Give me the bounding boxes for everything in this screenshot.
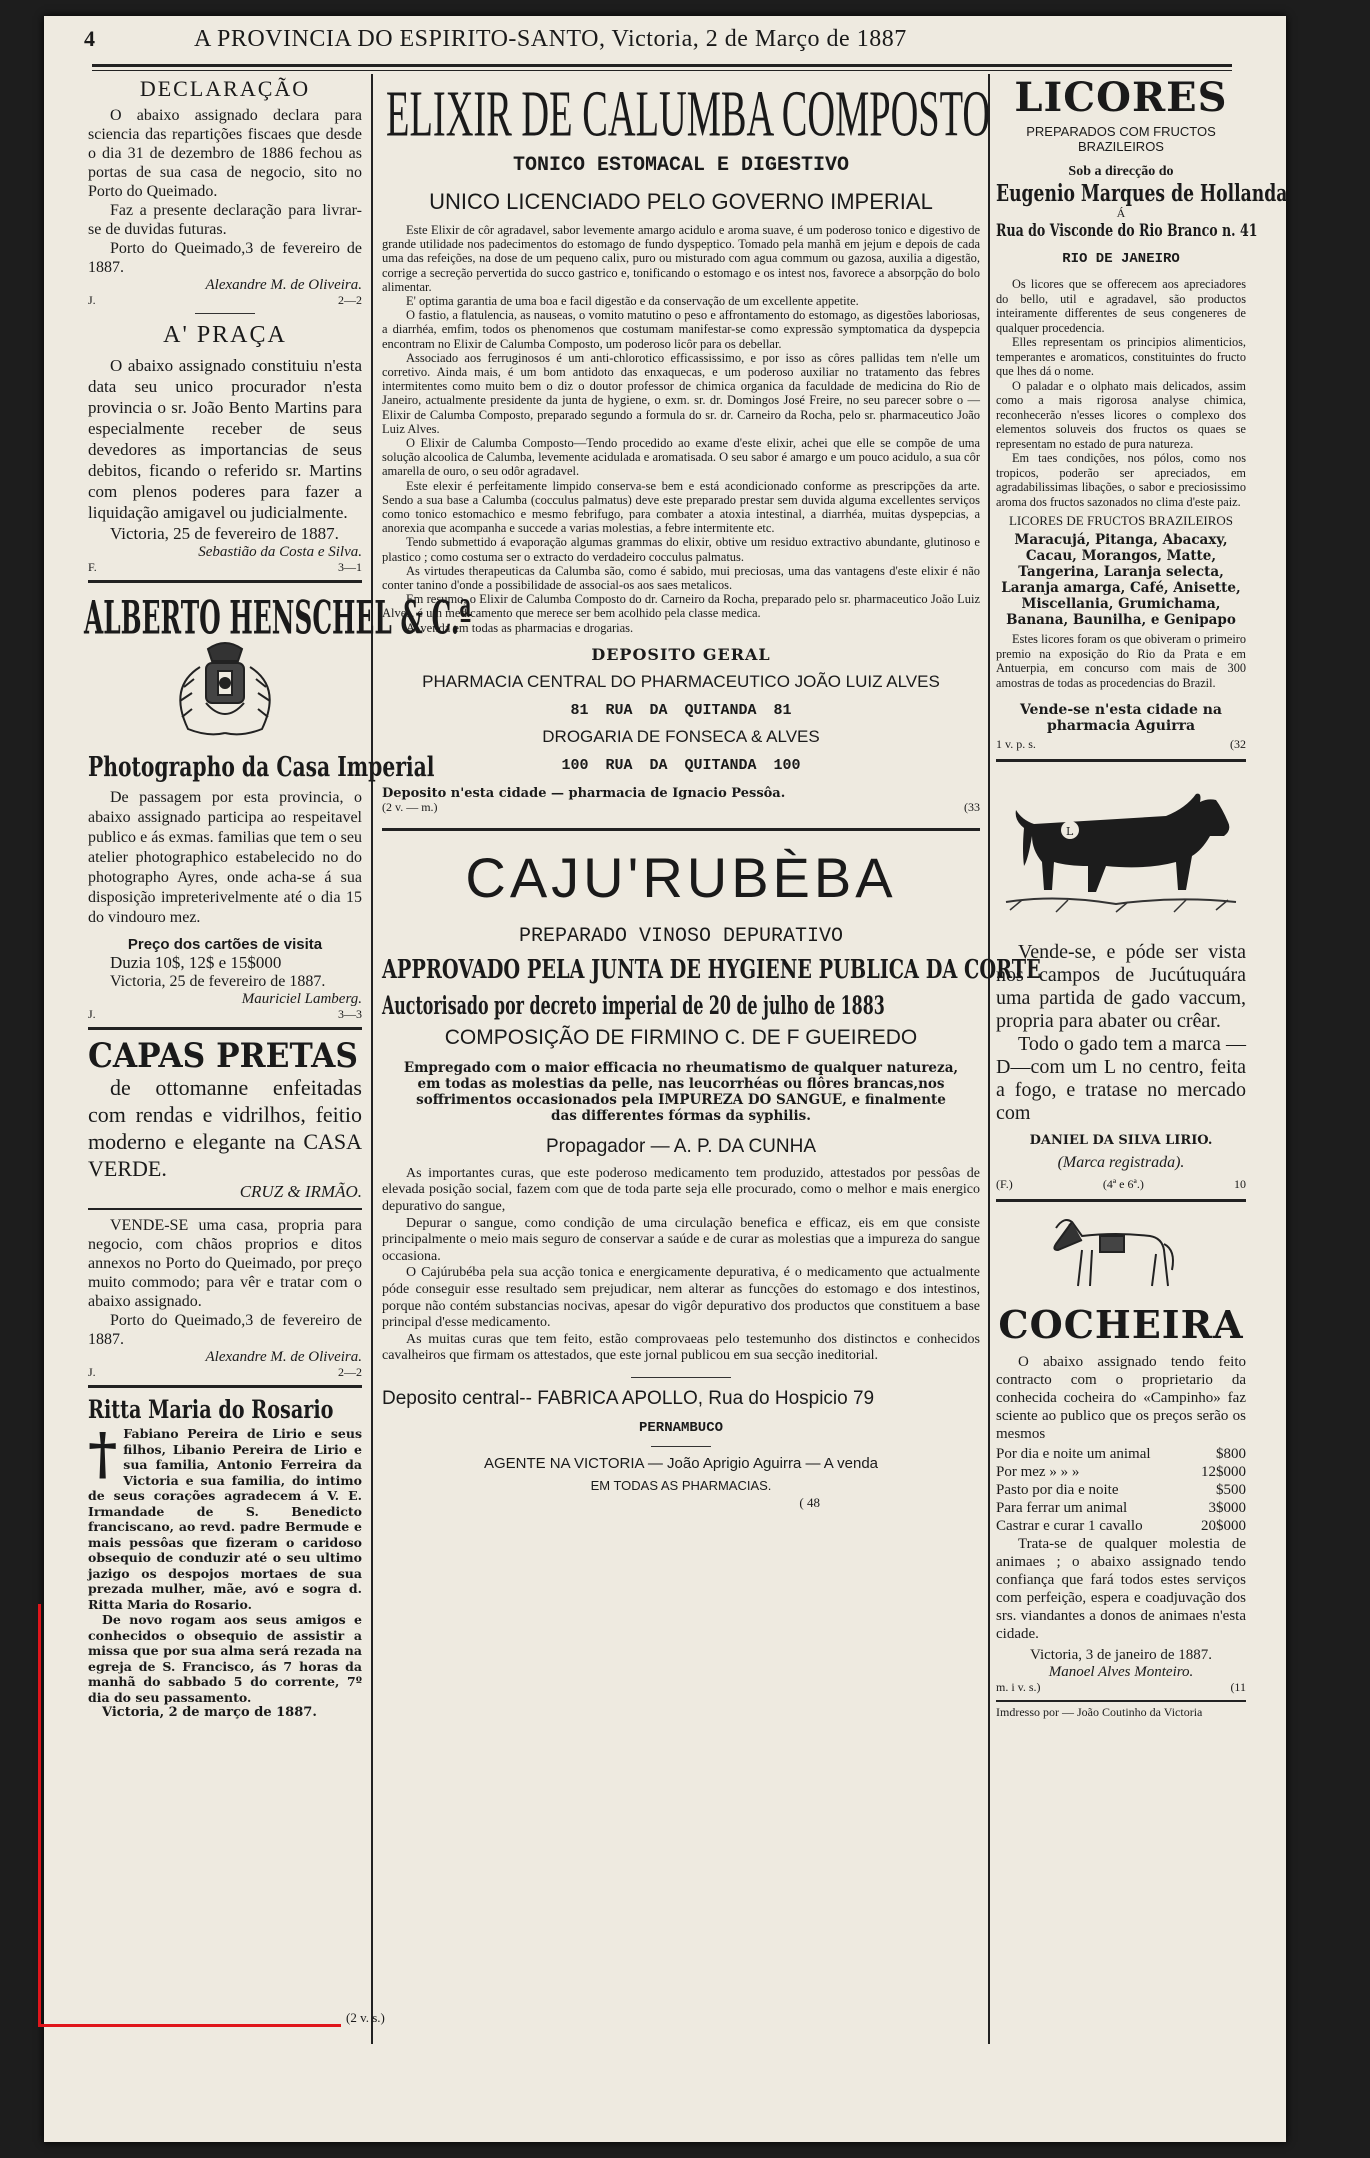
henschel-place-date: Victoria, 25 de fevereiro de 1887.: [110, 973, 326, 990]
cocheira-price-list: [996, 1445, 1246, 1535]
licores-p3: O paladar e o olphato mais delicados, assim como a mais rigorosa analyse chimica, reconhecerão n'esses licores o complexo dos elementos soluveis dos fructos os quaes se representam no estado de pura natureza.: [996, 378, 1246, 451]
caju-agent2: EM TODAS AS PHARMACIAS.: [590, 1478, 772, 1494]
licores-p4: Em taes condições, nos pólos, como nos tropicos, poderão ser apreciados, em agradabilissimas libações, o sabor e preciosissimo aroma dos fructos sazonados no clima d'este paiz.: [996, 451, 1246, 509]
elixir-footer-right: (33: [964, 799, 980, 814]
praca-title: A' PRAÇA: [163, 322, 287, 348]
praca-signature: Sebastião da Costa e Silva.: [198, 544, 362, 560]
licores-sale: Vende-se n'esta cidade na pharmacia Aguirra: [1019, 702, 1223, 734]
column-rule-1: [371, 74, 373, 2044]
vende-casa-place-date: Porto do Queimado,3 de fevereiro de 1887.: [88, 1312, 362, 1348]
cocheira-price-label: Por dia e noite um animal: [996, 1446, 1151, 1462]
cocheira-price-label: Para ferrar um animal: [996, 1500, 1128, 1516]
cocheira-price-value: 12$000: [1201, 1464, 1246, 1480]
caju-deposito: Deposito central-- FABRICA APOLLO, Rua do Hospicio 79: [382, 1388, 875, 1410]
licores-footer-right: (32: [1230, 737, 1246, 751]
page-number: 4: [84, 26, 95, 51]
cocheira-price-label: Por mez » » »: [996, 1464, 1080, 1480]
cocheira-price-value: 3$000: [1208, 1500, 1246, 1516]
capas-signature: CRUZ & IRMÃO.: [239, 1182, 362, 1201]
declaracao-place-date: Porto do Queimado,3 de fevereiro de 1887.: [88, 240, 362, 276]
capas-body: de ottomanne enfeitadas com rendas e vidrilhos, feitio moderno e elegante na CASA VERDE.: [88, 1075, 362, 1181]
ritta-body-text: Fabiano Pereira de Lirio e seus filhos, Libanio Pereira de Lirio e sua familia, Antonio Ferreira da Victoria e sua familia, do intimo de seus corações agradecem á V. E. Irmandade de S. Benedicto franciscano, ao revd. padre Bermude e mais pessôas que fizeram o caridoso obsequio de conduzir até o seu ultimo jazigo os despojos mortaes de sua prezada mulher, mãe, avó e sogra d. Ritta Maria do Rosario.: [88, 1426, 362, 1612]
gado-footer-mid: (4ª e 6ª.): [1102, 1177, 1144, 1191]
henschel-subtitle: Photographo da Casa Imperial: [88, 752, 435, 784]
cocheira-body: O abaixo assignado tendo feito contracto com o proprietario da conhecida cocheira do «Campinho» faz sciente ao publico que os preços serão os mesmos: [996, 1354, 1246, 1442]
imprint: Imdresso por — João Coutinho da Victoria: [996, 1705, 1203, 1719]
elixir-title: ELIXIR DE CALUMBA COMPOSTO: [386, 77, 991, 150]
licores-street: Rua do Visconde do Rio Branco n. 41: [996, 221, 1258, 241]
henschel-price-title: Preço dos cartões de visita: [127, 936, 323, 953]
cocheira-price-label: Castrar e curar 1 cavallo: [996, 1518, 1143, 1534]
praca-footer-right: 3—1: [338, 560, 362, 574]
elixir-p1: Este Elixir de côr agradavel, sabor levemente amargo acidulo e aroma suave, é um poderoso tonico e digestivo de grande utilidade nos padecimentos do estomago de fundo dyspeptico. Tomado pela manhã em jejum e depois de cada uma das refeições, na dose de um pequeno calix, puro ou misturado com agua commum ou gazosa, auxilia a digestão, corrige a secreção pervertida do succo gastrico e, tonificando o estomago e os intest nos, favorece a absorpção do bolo alimentar.: [382, 223, 980, 294]
licores-a: Á: [1116, 206, 1126, 220]
elixir-pharmacia: PHARMACIA CENTRAL DO PHARMACEUTICO JOÃO LUIZ ALVES: [422, 671, 940, 691]
henschel-footer-left: J.: [88, 1007, 96, 1021]
elixir-subtitle: TONICO ESTOMACAL E DIGESTIVO: [512, 154, 850, 177]
licores-p2: Elles representam os principios alimenticios, temperantes e aromaticos, constituintes do fructo que lhes dá o nome.: [996, 335, 1246, 378]
bull-icon: [996, 770, 1246, 930]
caju-title: CAJU'RUBÈBA: [465, 845, 897, 909]
caju-p4: As muitas curas que tem feito, estão comprovaeas pelo testemunho dos distinctos e conhecidos cavalheiros que firmam os attestados, que este jornal publicou em sua secção ineditorial.: [382, 1331, 980, 1364]
licores-city: RIO DE JANEIRO: [1062, 251, 1180, 267]
caju-p1: As importantes curas, que este poderoso medicamento tem produzido, attestados por pessôas de elevada posição social, fazem com que de toda parte seja elle procurado, como o melhor e mais energico depurativo do sangue,: [382, 1165, 980, 1215]
masthead: A PROVINCIA DO ESPIRITO-SANTO, Victoria, 2 de Março de 1887: [194, 26, 907, 52]
cocheira-footer-left: m. i v. s.): [996, 1680, 1041, 1694]
declaracao-footer-left: J.: [88, 293, 96, 307]
cocheira-body2: Trata-se de qualquer molestia de animaes ; o abaixo assignado tendo confiança que fará todos estes serviços com perfeição, espera e coadjuvação dos srs. viandantes a donos de animaes n'esta cidade.: [996, 1536, 1246, 1642]
ritta-place-date: Victoria, 2 de março de 1887.: [102, 1705, 317, 1720]
vende-casa-body: VENDE-SE uma casa, propria para negocio, com chãos proprios e ditos annexos no Porto do Queimado, por preço muito commodo; para vêr e tratar com o abaixo assignado.: [88, 1217, 362, 1310]
column-right: [996, 74, 1288, 2096]
cocheira-signature: Manoel Alves Monteiro.: [1048, 1664, 1194, 1680]
elixir-licence: UNICO LICENCIADO PELO GOVERNO IMPERIAL: [429, 189, 933, 214]
elixir-p6: Este elexir é perfeitamente limpido conserva-se bem e está acondicionado conforme as prescripções da arte. Sendo a sua base a Calumba (cocculus palmatus) deve este preparado prestar sem duvida alguma excellentes serviços como tonico estomachico e mesmo febrifugo, para combater a atoxia intestinal, a diarrhéa, muitas dyspepcias, a anorexia que acompanha e succede a varias molestias, a febre intermitente etc.: [382, 478, 980, 536]
licores-p5: Estes licores foram os que obiveram o primeiro premio na exposição do Rio da Prata e em Antuerpia, em concurso com mais de 300 amostras de todas as procedencias do Brazil.: [996, 632, 1246, 690]
elixir-p7: Tendo submettido á evaporação algumas grammas do elixir, obtive um residuo extractivo abundante, glutinoso e plastico ; como costuma ser o extracto do verdadeiro cocculus palmatus.: [382, 535, 980, 564]
elixir-p9: Em resumo, o Elixir de Calumba Composto do dr. Carneiro da Rocha, preparado pelo sr. pharmaceutico João Luiz Alves, é um medicamento que merece ser bem acolhido pela classe medica.: [382, 592, 980, 621]
caju-footer-right: ( 48: [799, 1495, 820, 1511]
praca-footer-left: F.: [88, 560, 97, 574]
cocheira-price-value: 20$000: [1201, 1518, 1246, 1534]
declaracao-title: DECLARAÇÃO: [139, 76, 311, 101]
elixir-deposito: DEPOSITO GERAL: [591, 644, 771, 664]
capas-title: CAPAS PRETAS: [88, 1036, 358, 1076]
licores-list-title: LICORES DE FRUCTOS BRAZILEIROS: [1008, 513, 1234, 528]
cocheira-price-value: $800: [1216, 1446, 1246, 1462]
vende-casa-footer-left: J.: [88, 1365, 96, 1379]
caju-p2: Depurar o sangue, como condição de uma circulação benefica e efficaz, eis em que consiste principalmente o meio mais seguro de conservar a saúde e de curar as molestias que a impureza do sangue occasiona.: [382, 1215, 980, 1264]
caju-decree: Auctorisado por decreto imperial de 20 de julho de 1883: [382, 989, 885, 1021]
licores-direction: Sob a direcção do: [1068, 164, 1174, 179]
gado-body: Vende-se, e póde ser vista nos campos de Jucútuquára uma partida de gado vaccum, propria para abater ou crêar.: [996, 941, 1246, 1032]
licores-sub: PREPARADOS COM FRUCTOS BRAZILEIROS: [1026, 124, 1216, 154]
elixir-p8: As virtudes therapeuticas da Calumba são, como é sabido, mui preciosas, uma das vantagens d'este elixir é não conter tanino d'onde a possibilidade de associal-os aos saes metalicos.: [382, 563, 980, 593]
highlight-box: [38, 1604, 341, 2027]
cocheira-price-row: [996, 1463, 1246, 1481]
cocheira-title: COCHEIRA: [998, 1302, 1244, 1347]
cocheira-price-row: [996, 1499, 1246, 1517]
caju-propagador: Propagador — A. P. DA CUNHA: [546, 1135, 816, 1157]
henschel-title: ALBERTO HENSCHEL & C.ª: [84, 591, 472, 646]
caju-p3: O Cajúrubéba pela sua acção tonica e energicamente depurativa, é o medicamento que actualmente póde conseguir esse resultado sem prejudicar, nem alterar as funcções do estomago e dos intestinos, porque não contém substancias nocivas, apesar do vigôr depurativo dos productos que constituem a base principal d'esse medicamento.: [382, 1265, 980, 1331]
imperial-coat-of-arms-icon: [88, 637, 362, 747]
gado-footer-right: 10: [1233, 1177, 1246, 1191]
elixir-p4: Associado aos ferruginosos é um anti-chlorotico efficassissimo, e por isso as côres pallidas tem n'elle um corretivo. Ainda mais, é um bom antidoto das enxaquecas, e um poderoso auxiliar no tratamento das febres intermitentes como muito bem o diz o doutor professor de chimica organica da faculdade de medicina do Rio de Janeiro, actualmente presidente da junta de hygiene, o exm. sr. dr. Domingos José Freire, no seu parecer sobre o — Elixir de Calumba Composto, preparado segundo a formula do sr. dr. Carneiro da Rocha, pelo sr. pharmaceutico João Luiz Alves.: [382, 350, 980, 436]
masthead-rule: [92, 64, 1232, 67]
gado-footer-left: (F.): [996, 1177, 1013, 1191]
cocheira-price-label: Pasto por dia e noite: [996, 1482, 1119, 1498]
elixir-drogaria: DROGARIA DE FONSECA & ALVES: [542, 726, 820, 746]
elixir-p2: E' optima garantia de uma boa e facil digestão e da conservação de um excellente appetite.: [406, 294, 859, 309]
cocheira-price-row: [996, 1517, 1246, 1535]
cocheira-price-value: $500: [1216, 1482, 1246, 1498]
vende-casa-signature: Alexandre M. de Oliveira.: [205, 1349, 362, 1365]
ritta-footer: (2 v. s.): [346, 2010, 385, 2025]
caju-city: PERNAMBUCO: [638, 1420, 723, 1437]
licores-p1: Os licores que se offerecem aos apreciadores do bello, util e agradavel, são productos inteiramente differentes de seus congeneres de qualquer procedencia.: [996, 277, 1246, 335]
cocheira-place-date: Victoria, 3 de janeiro de 1887.: [1030, 1647, 1212, 1663]
henschel-price-line: Duzia 10$, 12$ e 15$000: [110, 953, 282, 972]
gado-mark: (Marca registrada).: [1057, 1154, 1185, 1171]
licores-title: LICORES: [1014, 74, 1228, 121]
caju-subtitle: PREPARADO VINOSO DEPURATIVO: [518, 924, 844, 948]
newspaper-page: [44, 16, 1286, 2142]
declaracao-body2: Faz a presente declaração para livrar-se de duvidas futuras.: [88, 202, 362, 238]
cocheira-price-row: [996, 1445, 1246, 1463]
elixir-p10: A' venda em todas as pharmacias e drogarias.: [406, 620, 634, 635]
declaracao-body: O abaixo assignado declara para sciencia das repartições fiscaes que desde o dia 31 de dezembro de 1886 fechou as portas de sua casa de negocio, sito no Porto do Queimado.: [88, 107, 362, 200]
column-rule-2: [988, 74, 990, 2044]
svg-text:L: L: [1066, 825, 1074, 838]
ritta-body: [88, 1421, 362, 1612]
caju-usage: Empregado com o maior efficacia no rheumatismo de qualquer natureza, em todas as molestias da pelle, nas leucorrhéas ou flôres brancas,nos soffrimentos occasionados pela IMPUREZA DO SANGUE, e finalmente das differentes fórmas da syphilis.: [403, 1059, 959, 1124]
henschel-body: De passagem por esta provincia, o abaixo assignado participa ao respeitavel publico e ás exmas. familias que tem o seu atelier photographico estabelecido no do photographo Ayres, onde acha-se á sua disposição impreterivelmente até o dia 15 do vindouro mez.: [88, 789, 362, 926]
ritta-title: Ritta Maria do Rosario: [88, 1394, 334, 1425]
masthead-rule-thin: [92, 70, 1232, 71]
licores-list: Maracujá, Pitanga, Abacaxy, Cacau, Morangos, Matte, Tangerina, Laranja selecta, Laranja amarga, Café, Anisette, Miscellania, Grumichama, Banana, Baunilha, e Genipapo: [1001, 532, 1241, 628]
caju-composition: COMPOSIÇÃO DE FIRMINO C. DE F GUEIREDO: [444, 1025, 918, 1049]
elixir-p3: O fastio, a flatulencia, as nauseas, o vomito matutino o peso e affrontamento do estomago, as digestões laboriosas, a diarrhéa, emfim, todos os phenomenos que costumam manifestar-se como expressão symptomatica da dyspepcia encontram no Elixir de Calumba Composto, um poderoso licôr para os debellar.: [382, 308, 980, 351]
cross-icon: †: [88, 1421, 118, 1487]
declaracao-signature: Alexandre M. de Oliveira.: [205, 277, 362, 293]
praca-body: O abaixo assignado constituiu n'esta data seu unico procurador n'esta provincia o sr. João Bento Martins para especialmente receber de seus devedores as importancias de seus debitos, ficando o referido sr. Martins com plenos poderes para fazer a liquidação amigavel ou judicialmente.: [88, 356, 362, 522]
gado-name: DANIEL DA SILVA LIRIO.: [1029, 1133, 1213, 1148]
praca-place-date: Victoria, 25 de fevereiro de 1887.: [110, 524, 339, 543]
henschel-signature: Mauriciel Lamberg.: [241, 991, 362, 1007]
caju-agent: AGENTE NA VICTORIA — João Aprigio Aguirra — A venda: [483, 1455, 879, 1473]
elixir-footer-left: (2 v. — m.): [382, 799, 438, 814]
caju-approved: APPROVADO PELA JUNTA DE HYGIENE PUBLICA DA CORTE: [382, 953, 1041, 985]
licores-name: Eugenio Marques de Hollanda: [996, 180, 1288, 208]
cocheira-footer-right: (11: [1230, 1680, 1246, 1694]
elixir-p5: O Elixir de Calumba Composto—Tendo procedido ao exame d'este elixir, achei que elle se compõe de uma solução alcoolica de Calumba, levemente acidulada e aromatisada. O seu sabor é amargo e um pouco acidulo, a sua côr amarella de ouro, o seu odôr agradavel.: [382, 436, 980, 479]
elixir-addr1: 81 RUA DA QUITANDA 81: [570, 701, 792, 719]
licores-footer-left: 1 v. p. s.: [996, 737, 1036, 751]
vende-casa-footer-right: 2—2: [338, 1365, 362, 1379]
cocheira-price-row: [996, 1481, 1246, 1499]
henschel-footer-right: 3—3: [338, 1007, 362, 1021]
horse-icon: [996, 1210, 1246, 1294]
declaracao-footer-right: 2—2: [338, 293, 362, 307]
elixir-addr2: 100 RUA DA QUITANDA 100: [561, 756, 801, 774]
ritta-body2: De novo rogam aos seus amigos e conhecidos o obsequio de assistir a missa que por sua alma será rezada na egreja de S. Francisco, ás 7 horas da manhã do sabbado 5 do corrente, 7º dia do seu passamento.: [88, 1612, 362, 1705]
elixir-local: Deposito n'esta cidade — pharmacia de Ignacio Pessôa.: [382, 785, 786, 801]
gado-body2: Todo o gado tem a marca —D—com um L no centro, feita a fogo, e tratase no mercado com: [996, 1033, 1246, 1124]
